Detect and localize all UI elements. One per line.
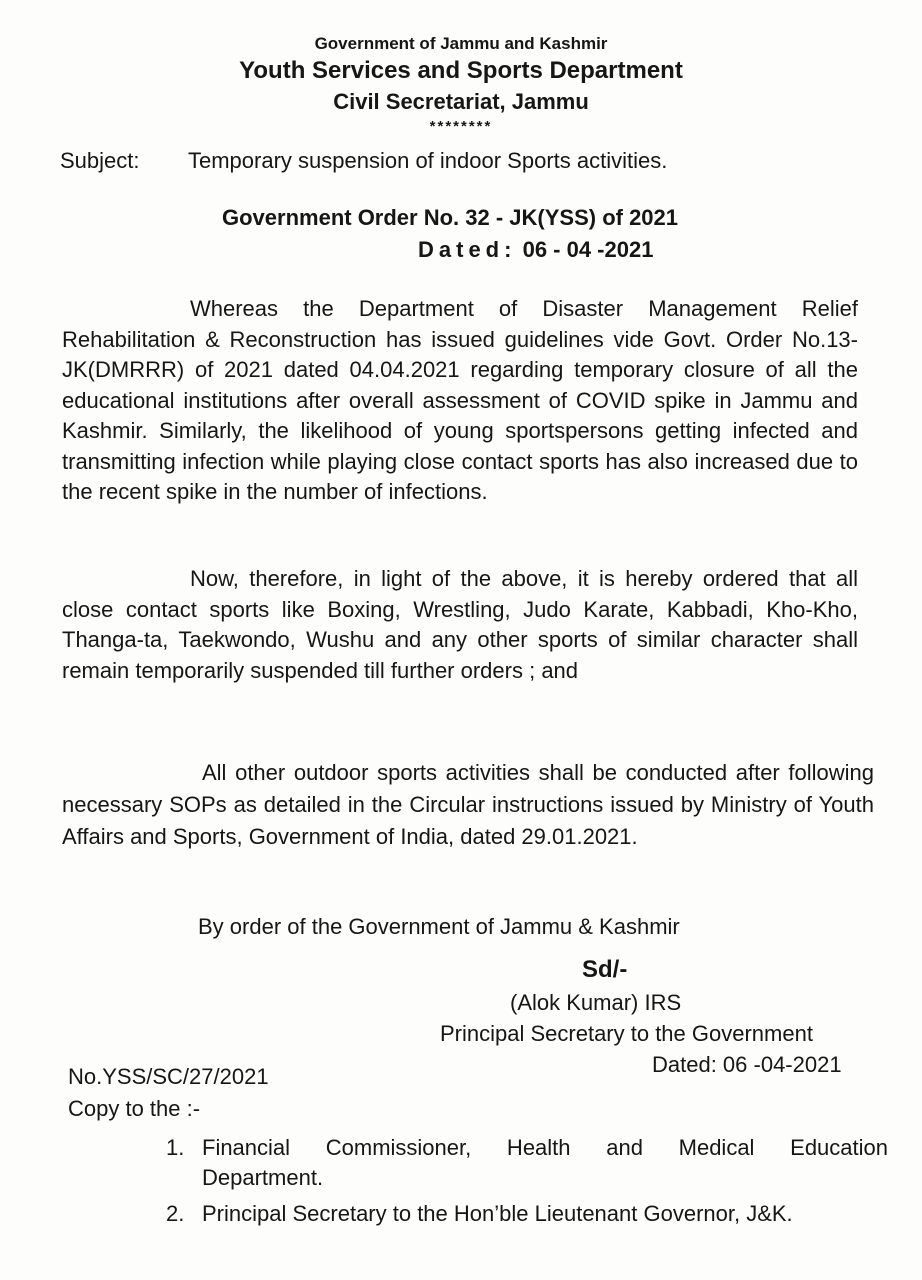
subject-line [60,148,667,174]
list-item-text: Financial Commissioner, Health and Medical Education [202,1135,888,1160]
list-item-text: Principal Secretary to the Hon’ble Lieutenant Governor, J&K. [202,1201,793,1226]
signature-date: Dated: 06 -04-2021 [652,1052,842,1077]
list-item-text-continued: Department. [202,1165,324,1190]
body-paragraph-1: Whereas the Department of Disaster Management Relief Rehabilitation & Reconstruction has issued guidelines vide Govt. Order No.13-JK(DMRRR) of 2021 dated 04.04.2021 regarding temporary closure of all the educational institutions after overall assessment of COVID spike in Jammu and Kashmir. Similarly, the likelihood of young sportspersons getting infected and transmitting infection while playing close contact sports has also increased due to the recent spike in the number of infections. [62,296,858,504]
header-office: Civil Secretariat, Jammu [333,89,589,114]
order-date [418,237,653,263]
order-title: Government Order No. 32 - JK(YSS) of 2021 [222,205,679,230]
list-item-number: 1. [166,1135,185,1160]
copy-to-label: Copy to the :- [68,1096,201,1121]
copy-list [166,1133,888,1235]
by-order-line: By order of the Government of Jammu & Kashmir [198,914,680,939]
list-item [166,1133,888,1193]
order-date-label: Dated: [418,237,517,262]
header-separator: ******** [429,118,493,135]
signature-sd: Sd/- [582,956,628,983]
order-date-value: 06 - 04 -2021 [522,237,654,262]
signatory-name: (Alok Kumar) IRS [510,990,682,1015]
body-paragraph-2: Now, therefore, in light of the above, it is hereby ordered that all close contact sports like Boxing, Wrestling, Judo Karate, Kabbadi, Kho-Kho, Thanga-ta, Taekwondo, Wushu and any other sports of similar character shall remain temporarily suspended till further orders ; and [62,566,858,683]
reference-number: No.YSS/SC/27/2021 [68,1064,269,1089]
header-government: Government of Jammu and Kashmir [314,34,608,53]
subject-text: Temporary suspension of indoor Sports activities. [188,148,668,173]
list-item [166,1199,888,1229]
signatory-designation: Principal Secretary to the Government [440,1021,813,1046]
subject-label: Subject: [60,148,140,173]
header-department: Youth Services and Sports Department [239,57,683,84]
body-paragraph-3: All other outdoor sports activities shall be conducted after following necessary SOPs as detailed in the Circular instructions issued by Ministry of Youth Affairs and Sports, Government of India, dated 29.01.2021. [62,760,874,849]
list-item-number: 2. [166,1201,185,1226]
